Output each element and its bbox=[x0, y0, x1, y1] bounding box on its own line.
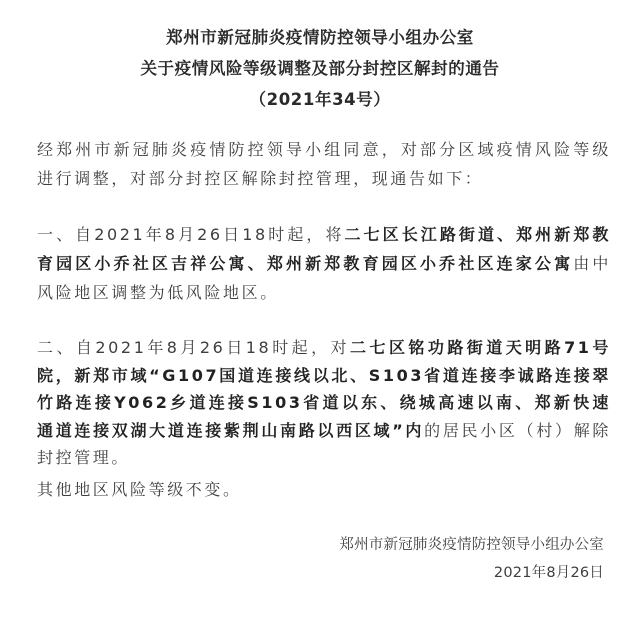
section-2-areas: 二七区铭功路街道天明路71号院，新郑市域“G107国道连接线以北、S103省道连接李诚路连接翠竹路连接Y062乡道连接S103省道以东、绕城高速以南、郑新快速通道连接双湖大道连接紫荆山南路以西区域”内 bbox=[37, 338, 611, 440]
section-1-areas: 二七区长江路街道、郑州新郑教育园区小乔社区吉祥公寓、郑州新郑教育园区小乔社区连家公寓 bbox=[37, 225, 611, 273]
section-2-prefix: 二、自2021年8月26日18时起，对 bbox=[37, 338, 351, 357]
signature-date: 2021年8月26日 bbox=[493, 565, 604, 581]
other-areas-text: 其他地区风险等级不变。 bbox=[37, 480, 242, 499]
notice-title: 关于疫情风险等级调整及部分封控区解封的通告 bbox=[140, 59, 500, 78]
section-1-prefix: 一、自2021年8月26日18时起，将 bbox=[37, 225, 345, 244]
section-1-paragraph bbox=[37, 220, 611, 307]
intro-paragraph bbox=[37, 135, 611, 193]
section-1-suffix: 由中风险地区调整为低风险地区。 bbox=[37, 254, 611, 302]
section-2-suffix: 的居民小区（村）解除封控管理。 bbox=[37, 420, 611, 467]
issuer-title: 郑州市新冠肺炎疫情防控领导小组办公室 bbox=[166, 28, 474, 47]
notice-number: （2021年34号） bbox=[249, 90, 391, 109]
other-areas-paragraph bbox=[37, 475, 611, 504]
signature-organization: 郑州市新冠肺炎疫情防控领导小组办公室 bbox=[339, 537, 604, 553]
section-2-paragraph bbox=[37, 334, 611, 472]
intro-text: 经郑州市新冠肺炎疫情防控领导小组同意，对部分区域疫情风险等级进行调整，对部分封控区解除封控管理，现通告如下： bbox=[37, 140, 611, 188]
notice-header bbox=[0, 22, 640, 115]
